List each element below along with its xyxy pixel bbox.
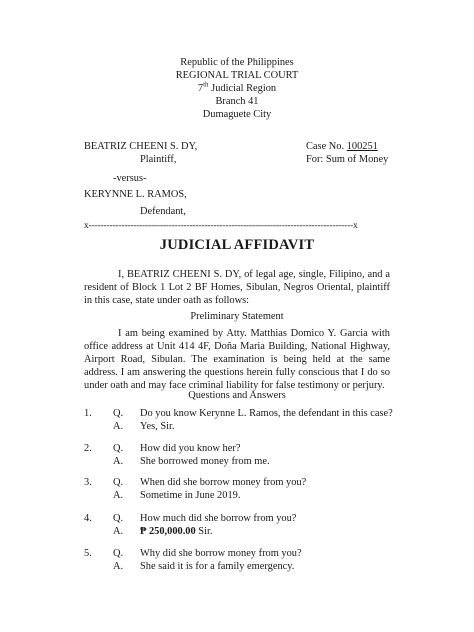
answer-text: Yes, Sir. [140,421,175,432]
header-branch: Branch 41 [215,96,259,107]
answer-text: She said it is for a family emergency. [140,561,295,572]
answer-label: A. [113,456,124,467]
defendant-name: KERYNNE L. RAMOS, [84,189,187,200]
answer-label: A. [113,526,124,537]
header-city: Dumaguete City [202,109,272,120]
header-republic: Republic of the Philippines [180,57,294,68]
question-text: How did you know her? [140,443,241,454]
qa-number: 4. [84,513,92,524]
plaintiff-name: BEATRIZ CHEENI S. DY, [84,141,198,152]
answer-label: A. [113,490,124,501]
versus-label: -versus- [113,173,147,184]
defendant-role: Defendant, [140,206,186,217]
question-label: Q. [113,408,124,419]
question-label: Q. [113,477,124,488]
question-text: How much did she borrow from you? [140,513,297,524]
case-nature: For: Sum of Money [306,154,389,165]
caption-divider: x-----------------------------------------------------------------------------------------x [84,221,358,231]
answer-text: Sometime in June 2019. [140,490,241,501]
preliminary-paragraph: I am being examined by Atty. Matthias Domico Y. Garcia with office address at Unit 414 4F, Doña Maria Building, National Highway, Airport Road, Sibulan. The examination is being held at the same address. I am answering the questions herein fully conscious that I do so under oath and may face criminal liability for false testimony or perjury. [84,328,390,391]
question-text: Why did she borrow money from you? [140,548,302,559]
question-text: Do you know Kerynne L. Ramos, the defendant in this case? [140,408,393,419]
plaintiff-role: Plaintiff, [140,154,177,165]
case-number: Case No. 100251 [306,141,378,152]
question-text: When did she borrow money from you? [140,477,307,488]
answer-text: ₱ 250,000.00 Sir. [140,526,213,537]
header-court: REGIONAL TRIAL COURT [175,70,299,81]
answer-text: She borrowed money from me. [140,456,270,467]
answer-label: A. [113,421,124,432]
question-label: Q. [113,513,124,524]
preliminary-heading: Preliminary Statement [190,311,284,322]
header-region: 7th Judicial Region [197,80,277,94]
qa-heading: Questions and Answers [188,390,286,401]
document-title: JUDICIAL AFFIDAVIT [159,237,315,253]
qa-number: 2. [84,443,92,454]
intro-paragraph: I, BEATRIZ CHEENI S. DY, of legal age, single, Filipino, and a resident of Block 1 Lot 2 BF Homes, Sibulan, Negros Oriental, plaintiff in this case, state under oath as follows: [84,269,390,306]
question-label: Q. [113,443,124,454]
answer-amount: ₱ 250,000.00 [140,526,196,537]
qa-number: 5. [84,548,92,559]
answer-label: A. [113,561,124,572]
qa-number: 1. [84,408,92,419]
question-label: Q. [113,548,124,559]
qa-number: 3. [84,477,92,488]
